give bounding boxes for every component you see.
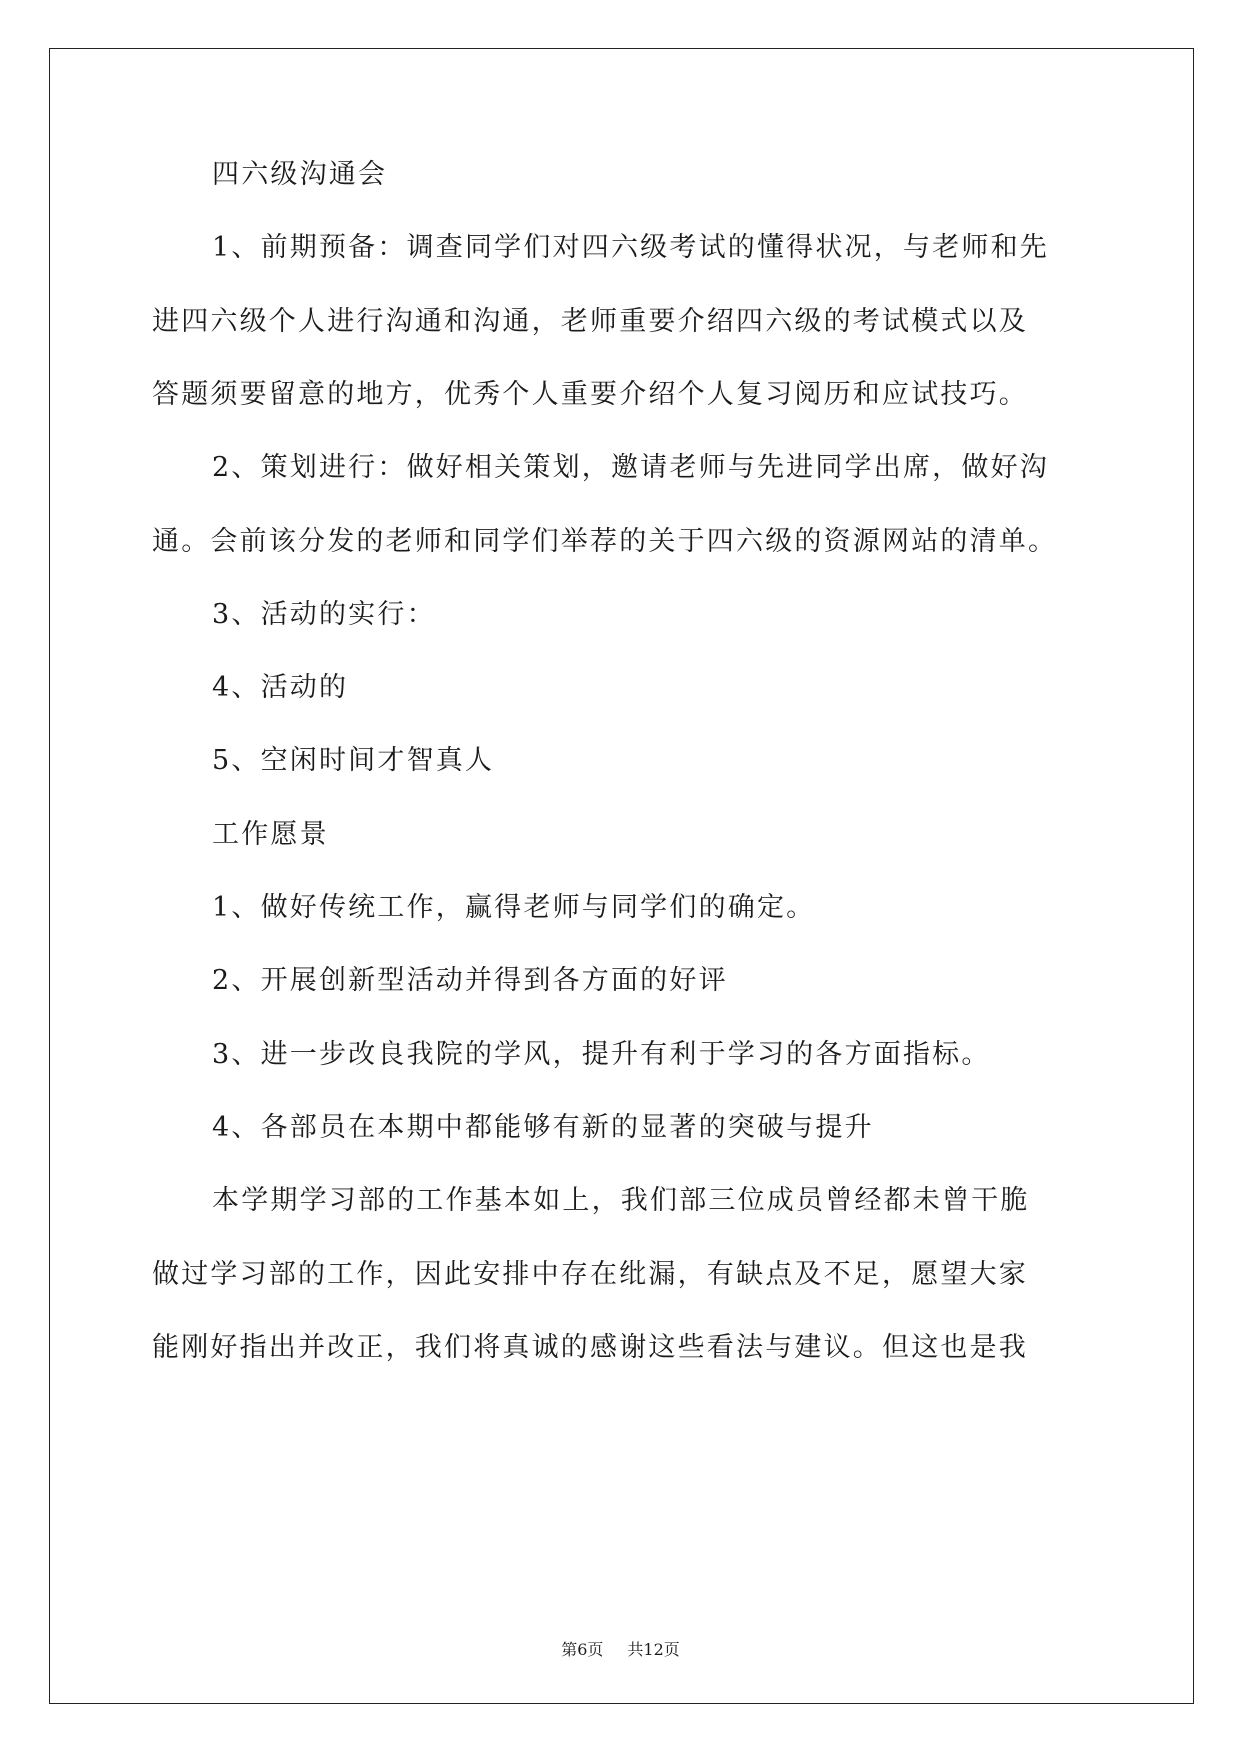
page-total: 共12页 <box>627 1640 680 1659</box>
paragraph-line: 能刚好指出并改正，我们将真诚的感谢这些看法与建议。但这也是我 <box>152 1332 1028 1363</box>
paragraph-line: 1、做好传统工作，赢得老师与同学们的确定。 <box>212 892 816 923</box>
paragraph-line: 进四六级个人进行沟通和沟通，老师重要介绍四六级的考试模式以及 <box>152 306 1028 337</box>
paragraph-line: 2、开展创新型活动并得到各方面的好评 <box>212 965 728 996</box>
page-number: 第6页 <box>561 1640 604 1659</box>
paragraph-line: 本学期学习部的工作基本如上，我们部三位成员曾经都未曾干脆 <box>212 1185 1030 1216</box>
paragraph-line: 通。会前该分发的老师和同学们举荐的关于四六级的资源网站的清单。 <box>152 526 1058 557</box>
paragraph-line: 3、活动的实行： <box>212 599 436 630</box>
paragraph-line: 4、活动的 <box>212 672 349 703</box>
paragraph-line: 2、策划进行：做好相关策划，邀请老师与先进同学出席，做好沟 <box>212 452 1049 483</box>
paragraph-line: 答题须要留意的地方，优秀个人重要介绍个人复习阅历和应试技巧。 <box>152 379 1028 410</box>
paragraph-line: 4、各部员在本期中都能够有新的显著的突破与提升 <box>212 1112 874 1143</box>
page-border <box>49 48 1194 1704</box>
heading-work-vision: 工作愿景 <box>212 819 329 850</box>
paragraph-line: 3、进一步改良我院的学风，提升有利于学习的各方面指标。 <box>212 1039 991 1070</box>
heading-cet-meeting: 四六级沟通会 <box>212 159 388 190</box>
paragraph-line: 1、前期预备：调查同学们对四六级考试的懂得状况，与老师和先 <box>212 232 1049 263</box>
page-footer <box>0 1640 1241 1660</box>
paragraph-line: 做过学习部的工作，因此安排中存在纰漏，有缺点及不足，愿望大家 <box>152 1259 1028 1290</box>
paragraph-line: 5、空闲时间才智真人 <box>212 745 495 776</box>
